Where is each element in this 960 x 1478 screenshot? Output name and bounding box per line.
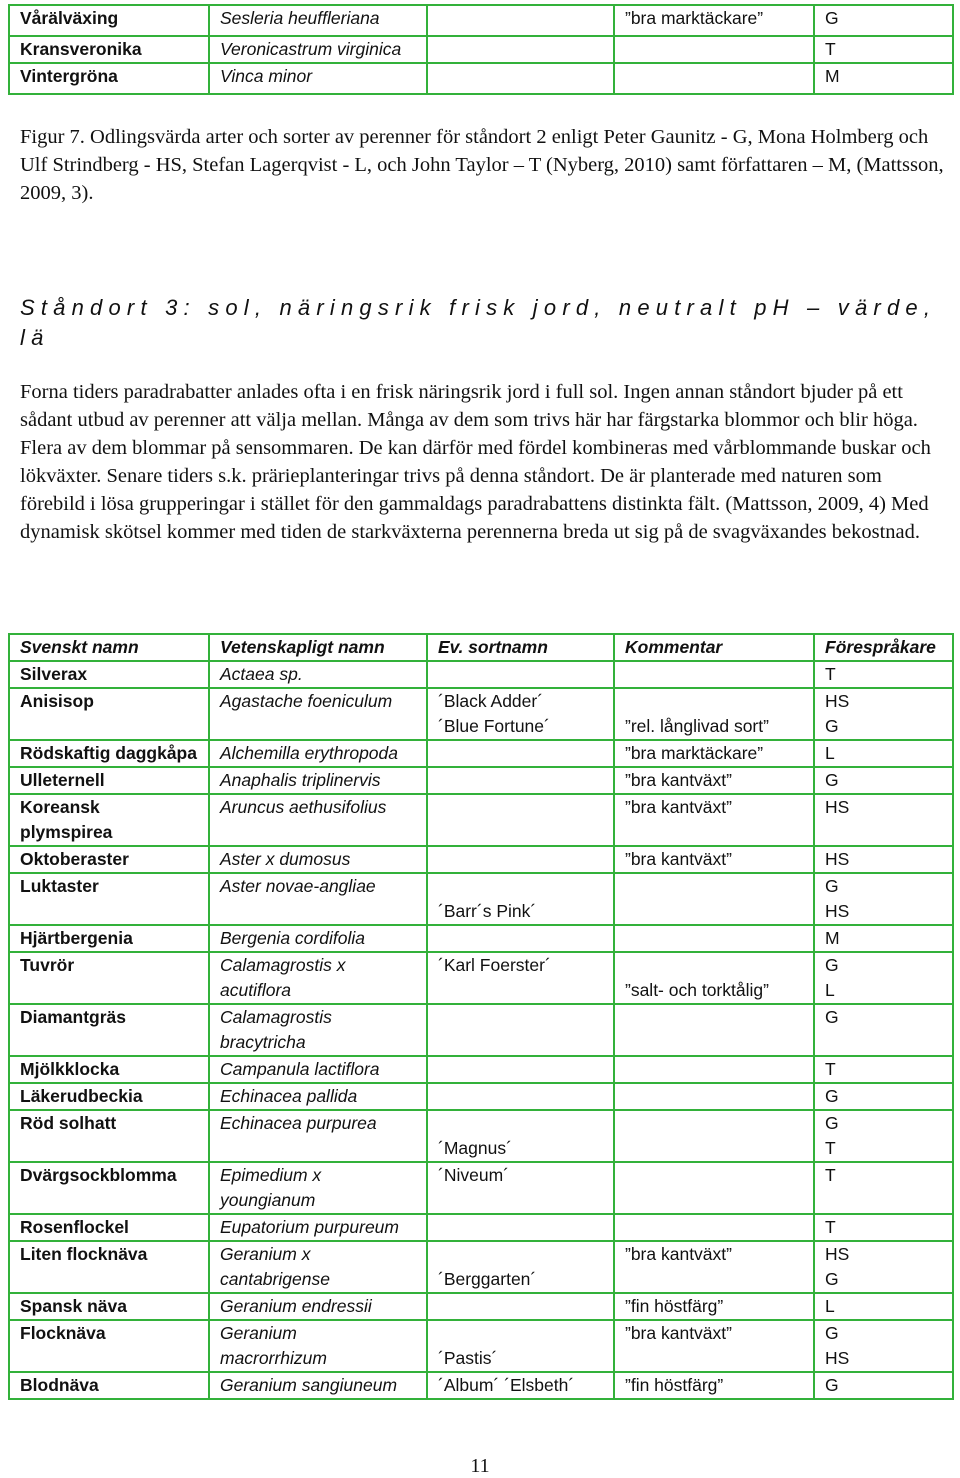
comment-cell [614, 952, 814, 1004]
cultivar-cell-line [438, 1111, 603, 1136]
scientific-name-cell [209, 1372, 427, 1399]
advocate-cell [814, 1110, 953, 1162]
cultivar-cell [427, 1214, 614, 1241]
swedish-name-cell [9, 661, 209, 688]
table-row [9, 794, 953, 846]
scientific-name-cell [209, 661, 427, 688]
comment-cell [614, 740, 814, 767]
scientific-name-cell [209, 767, 427, 794]
comment-cell-line: ”bra kantväxt” [625, 797, 732, 817]
advocate-cell-line: T [825, 39, 836, 59]
comment-cell-line [625, 1111, 803, 1136]
table-row [9, 1320, 953, 1372]
cultivar-cell-line [438, 795, 603, 820]
advocate-cell-line: G [825, 770, 839, 790]
swedish-name-cell-line: Läkerudbeckia [20, 1086, 143, 1106]
swedish-name-cell-line: Ulleternell [20, 770, 105, 790]
swedish-name-cell-line: Anisisop [20, 691, 94, 711]
table-row [9, 1004, 953, 1056]
advocate-cell [814, 1293, 953, 1320]
table-row [9, 740, 953, 767]
scientific-name-cell-line: Anaphalis triplinervis [220, 770, 381, 790]
scientific-name-cell-line: Campanula lactiflora [220, 1059, 380, 1079]
cultivar-cell-line: ´Magnus´ [438, 1138, 512, 1158]
scientific-name-cell [209, 1110, 427, 1162]
advocate-cell [814, 952, 953, 1004]
comment-cell [614, 1241, 814, 1293]
cultivar-cell-line: ´Blue Fortune´ [438, 716, 550, 736]
advocate-cell-line: T [825, 1165, 836, 1185]
swedish-name-cell-line: Dvärgsockblomma [20, 1165, 177, 1185]
comment-cell [614, 1004, 814, 1056]
advocate-cell-line: G [825, 1323, 839, 1343]
scientific-name-cell-line: Vinca minor [220, 66, 313, 86]
swedish-name-cell [9, 767, 209, 794]
cultivar-cell [427, 740, 614, 767]
comment-cell-line: ”bra kantväxt” [625, 770, 732, 790]
scientific-name-cell [209, 1214, 427, 1241]
swedish-name-cell [9, 1110, 209, 1162]
cultivar-cell [427, 1004, 614, 1056]
swedish-name-cell [9, 1320, 209, 1372]
cultivar-cell-line [438, 926, 603, 951]
swedish-name-cell [9, 1214, 209, 1241]
comment-cell-line [625, 926, 803, 951]
cultivar-cell-line [438, 6, 603, 31]
cultivar-cell-line [438, 1321, 603, 1346]
scientific-name-cell [209, 36, 427, 63]
cultivar-cell [427, 1083, 614, 1110]
cultivar-cell-line [438, 662, 603, 687]
comment-cell-line: ”bra kantväxt” [625, 849, 732, 869]
swedish-name-cell-line: Rödskaftig daggkåpa [20, 743, 197, 763]
scientific-name-cell [209, 688, 427, 740]
swedish-name-cell-line: Liten flocknäva [20, 1244, 148, 1264]
swedish-name-cell-line: Diamantgräs [20, 1007, 127, 1027]
swedish-name-cell [9, 1056, 209, 1083]
swedish-name-cell-line: Silverax [20, 664, 88, 684]
table-row [9, 1293, 953, 1320]
cultivar-cell-line [438, 64, 603, 89]
swedish-name-cell [9, 36, 209, 63]
scientific-name-cell [209, 952, 427, 1004]
section-heading: Ståndort 3: sol, näringsrik frisk jord, neutralt pH – värde, lä [20, 295, 937, 350]
table-row [9, 767, 953, 794]
scientific-name-cell-line: Geranium [220, 1323, 297, 1343]
header-cultivar: Ev. sortnamn [427, 634, 614, 661]
comment-cell [614, 5, 814, 36]
scientific-name-cell-line: Echinacea pallida [220, 1086, 358, 1106]
cultivar-cell-line [438, 1215, 603, 1240]
scientific-name-cell [209, 1056, 427, 1083]
scientific-name-cell-line: Geranium endressii [220, 1296, 372, 1316]
cultivar-cell-line: ´Black Adder´ [438, 691, 544, 711]
scientific-name-cell-line: Veronicastrum virginica [220, 39, 402, 59]
comment-cell-line: ”bra marktäckare” [625, 8, 764, 28]
advocate-cell [814, 1320, 953, 1372]
cultivar-cell [427, 1110, 614, 1162]
swedish-name-cell-line: Mjölkklocka [20, 1059, 120, 1079]
swedish-name-cell [9, 952, 209, 1004]
advocate-cell-line: HS [825, 1244, 850, 1264]
advocate-cell-line: HS [825, 691, 850, 711]
scientific-name-cell [209, 63, 427, 94]
advocate-cell-line: HS [825, 1348, 850, 1368]
cultivar-cell [427, 1056, 614, 1083]
swedish-name-cell [9, 873, 209, 925]
advocate-cell-line: G [825, 1269, 839, 1289]
comment-cell-line: ”bra kantväxt” [625, 1244, 732, 1264]
comment-cell-line [625, 689, 803, 714]
advocate-cell [814, 5, 953, 36]
comment-cell-line [625, 953, 803, 978]
advocate-cell-line: HS [825, 901, 850, 921]
cultivar-cell [427, 1320, 614, 1372]
cultivar-cell [427, 767, 614, 794]
swedish-name-cell [9, 63, 209, 94]
cultivar-cell-line [438, 37, 603, 62]
scientific-name-cell [209, 1320, 427, 1372]
comment-cell-line: ”salt- och torktålig” [625, 980, 769, 1000]
page-number: 11 [470, 1455, 490, 1477]
scientific-name-cell-line: Actaea sp. [220, 664, 303, 684]
scientific-name-cell [209, 794, 427, 846]
advocate-cell-line: HS [825, 797, 850, 817]
scientific-name-cell-line: Aster novae-angliae [220, 876, 376, 896]
cultivar-cell [427, 5, 614, 36]
advocate-cell [814, 925, 953, 952]
scientific-name-cell [209, 1293, 427, 1320]
comment-cell-line [625, 1057, 803, 1082]
advocate-cell [814, 767, 953, 794]
comment-cell [614, 1372, 814, 1399]
species-table [8, 633, 954, 1400]
comment-cell-line [625, 64, 803, 89]
swedish-name-cell-line: Spansk näva [20, 1296, 127, 1316]
table-row [9, 1162, 953, 1214]
swedish-name-cell-line: Rosenflockel [20, 1217, 129, 1237]
advocate-cell-line: T [825, 1059, 836, 1079]
comment-cell-line [625, 37, 803, 62]
table-row [9, 661, 953, 688]
cultivar-cell-line [438, 741, 603, 766]
comment-cell [614, 1083, 814, 1110]
scientific-name-cell [209, 5, 427, 36]
advocate-cell-line: G [825, 955, 839, 975]
swedish-name-cell [9, 925, 209, 952]
table-row [9, 925, 953, 952]
scientific-name-cell [209, 740, 427, 767]
comment-cell [614, 1110, 814, 1162]
scientific-name-cell [209, 1083, 427, 1110]
table-row [9, 5, 953, 36]
scientific-name-cell-line: Calamagrostis x [220, 955, 346, 975]
scientific-name-cell-line: Bergenia cordifolia [220, 928, 365, 948]
advocate-cell-line: HS [825, 849, 850, 869]
table-row [9, 1214, 953, 1241]
advocate-cell-line: T [825, 1138, 836, 1158]
table-row [9, 1110, 953, 1162]
advocate-cell [814, 36, 953, 63]
swedish-name-cell-line: Kransveronika [20, 39, 142, 59]
table-row [9, 63, 953, 94]
scientific-name-cell-line: Eupatorium purpureum [220, 1217, 399, 1237]
comment-cell [614, 873, 814, 925]
comment-cell [614, 661, 814, 688]
comment-cell [614, 925, 814, 952]
swedish-name-cell [9, 1293, 209, 1320]
table-row [9, 873, 953, 925]
swedish-name-cell [9, 5, 209, 36]
table-row [9, 1241, 953, 1293]
cultivar-cell [427, 1372, 614, 1399]
cultivar-cell [427, 688, 614, 740]
comment-cell [614, 1214, 814, 1241]
swedish-name-cell [9, 1083, 209, 1110]
advocate-cell [814, 846, 953, 873]
table-header-row [9, 634, 953, 661]
swedish-name-cell-line: Oktoberaster [20, 849, 129, 869]
body-paragraph: Forna tiders paradrabatter anlades ofta i en frisk näringsrik jord i full sol. Ingen annan ståndort bjuder på ett sådant utbud av perenner att välja mellan. Många av dem som trivs här har färgstarka blommor och blir höga. Flera av dem blommar på sensommaren. De kan därför med fördel kombineras med vårblommande buskar och lökväxter. Senare tiders s.k. prärieplanteringar trivs på denna ståndort. De är planterade med naturen som förebild i lösa grupperingar i stället för den gammaldags paradrabattens distinkta fält. (Mattsson, 2009, 4) Med dynamisk skötsel kommer med tiden de starkväxterna perennerna breda ut sig på de svagväxandes bekostnad. [20, 381, 931, 543]
advocate-cell [814, 63, 953, 94]
cultivar-cell-line [438, 1084, 603, 1109]
comment-cell [614, 63, 814, 94]
scientific-name-cell-line: Aster x dumosus [220, 849, 351, 869]
comment-cell-line [625, 1215, 803, 1240]
advocate-cell-line: G [825, 8, 839, 28]
scientific-name-cell-line: acutiflora [220, 980, 292, 1000]
cultivar-cell [427, 63, 614, 94]
advocate-cell [814, 688, 953, 740]
comment-cell-line: ”fin höstfärg” [625, 1375, 724, 1395]
comment-cell-line: ”bra kantväxt” [625, 1323, 732, 1343]
scientific-name-cell-line: Aruncus aethusifolius [220, 797, 387, 817]
scientific-name-cell-line: Calamagrostis [220, 1007, 332, 1027]
advocate-cell [814, 873, 953, 925]
swedish-name-cell-line: Luktaster [20, 876, 99, 896]
figure-caption: Figur 7. Odlingsvärda arter och sorter av perenner för ståndort 2 enligt Peter Gaunitz - G, Mona Holmberg och Ulf Strindberg - HS, Stefan Lagerqvist - L, och John Taylor – T (Nyberg, 2010) samt författaren – M, (Mattsson, 2009, 3). [20, 126, 944, 204]
swedish-name-cell-line: Blodnäva [20, 1375, 99, 1395]
advocate-cell-line: G [825, 716, 839, 736]
comment-cell [614, 846, 814, 873]
advocate-cell [814, 1056, 953, 1083]
scientific-name-cell [209, 846, 427, 873]
table-row [9, 846, 953, 873]
advocate-cell [814, 1214, 953, 1241]
header-scientific-name: Vetenskapligt namn [209, 634, 427, 661]
swedish-name-cell [9, 740, 209, 767]
scientific-name-cell-line: Sesleria heuffleriana [220, 8, 380, 28]
comment-cell [614, 1056, 814, 1083]
scientific-name-cell-line: Geranium x [220, 1244, 311, 1264]
cultivar-cell [427, 1241, 614, 1293]
advocate-cell [814, 740, 953, 767]
scientific-name-cell-line: bracytricha [220, 1032, 306, 1052]
scientific-name-cell [209, 873, 427, 925]
table-row [9, 952, 953, 1004]
advocate-cell-line: G [825, 1375, 839, 1395]
scientific-name-cell [209, 1241, 427, 1293]
comment-cell [614, 794, 814, 846]
comment-cell [614, 1162, 814, 1214]
swedish-name-cell-line: Tuvrör [20, 955, 75, 975]
comment-cell [614, 767, 814, 794]
swedish-name-cell [9, 1241, 209, 1293]
advocate-cell [814, 661, 953, 688]
swedish-name-cell [9, 794, 209, 846]
cultivar-cell-line [438, 1294, 603, 1319]
swedish-name-cell [9, 846, 209, 873]
cultivar-cell-line [438, 1005, 603, 1030]
swedish-name-cell-line: Röd solhatt [20, 1113, 117, 1133]
advocate-cell-line: L [825, 980, 835, 1000]
cultivar-cell-line: ´Barr´s Pink´ [438, 901, 537, 921]
scientific-name-cell-line: Epimedium x [220, 1165, 322, 1185]
cultivar-cell-line [438, 847, 603, 872]
scientific-name-cell [209, 925, 427, 952]
scientific-name-cell-line: Geranium sangiuneum [220, 1375, 398, 1395]
advocate-cell [814, 794, 953, 846]
swedish-name-cell-line: Hjärtbergenia [20, 928, 133, 948]
scientific-name-cell [209, 1162, 427, 1214]
advocate-cell [814, 1162, 953, 1214]
swedish-name-cell-line: Vårälväxing [20, 8, 119, 28]
cultivar-cell-line [438, 768, 603, 793]
comment-cell-line [625, 874, 803, 899]
comment-cell [614, 688, 814, 740]
header-advocate: Förespråkare [814, 634, 953, 661]
cultivar-cell-line [438, 874, 603, 899]
advocate-cell-line: L [825, 743, 835, 763]
cultivar-cell [427, 846, 614, 873]
cultivar-cell [427, 1293, 614, 1320]
comment-cell [614, 36, 814, 63]
cultivar-cell [427, 794, 614, 846]
advocate-cell-line: M [825, 66, 840, 86]
comment-cell-line: ”rel. långlivad sort” [625, 716, 769, 736]
comment-cell-line: ”fin höstfärg” [625, 1296, 724, 1316]
top-table [8, 4, 954, 95]
cultivar-cell [427, 661, 614, 688]
scientific-name-cell-line: cantabrigense [220, 1269, 330, 1289]
cultivar-cell-line [438, 1057, 603, 1082]
comment-cell-line: ”bra marktäckare” [625, 743, 764, 763]
advocate-cell-line: T [825, 1217, 836, 1237]
scientific-name-cell-line: Agastache foeniculum [220, 691, 393, 711]
advocate-cell-line: M [825, 928, 840, 948]
advocate-cell-line: G [825, 1113, 839, 1133]
comment-cell-line [625, 1163, 803, 1188]
scientific-name-cell-line: Alchemilla erythropoda [220, 743, 399, 763]
table-row [9, 688, 953, 740]
cultivar-cell-line: ´Karl Foerster´ [438, 955, 551, 975]
advocate-cell [814, 1083, 953, 1110]
swedish-name-cell-line: Vintergröna [20, 66, 118, 86]
comment-cell-line [625, 1084, 803, 1109]
scientific-name-cell-line: youngianum [220, 1190, 316, 1210]
comment-cell-line [625, 662, 803, 687]
cultivar-cell-line: ´Pastis´ [438, 1348, 498, 1368]
comment-cell [614, 1293, 814, 1320]
comment-cell-line [625, 1005, 803, 1030]
table-row [9, 1372, 953, 1399]
swedish-name-cell [9, 1162, 209, 1214]
cultivar-cell-line: ´Berggarten´ [438, 1269, 537, 1289]
advocate-cell [814, 1241, 953, 1293]
advocate-cell-line: G [825, 1086, 839, 1106]
scientific-name-cell-line: Echinacea purpurea [220, 1113, 377, 1133]
swedish-name-cell-line: Flocknäva [20, 1323, 106, 1343]
cultivar-cell [427, 873, 614, 925]
header-swedish-name: Svenskt namn [9, 634, 209, 661]
advocate-cell [814, 1372, 953, 1399]
comment-cell [614, 1320, 814, 1372]
header-comment: Kommentar [614, 634, 814, 661]
table-row [9, 1056, 953, 1083]
table-row [9, 1083, 953, 1110]
advocate-cell-line: G [825, 876, 839, 896]
swedish-name-cell [9, 688, 209, 740]
scientific-name-cell-line: macrorrhizum [220, 1348, 327, 1368]
cultivar-cell-line [438, 1242, 603, 1267]
cultivar-cell [427, 1162, 614, 1214]
scientific-name-cell [209, 1004, 427, 1056]
advocate-cell-line: T [825, 664, 836, 684]
table-row [9, 36, 953, 63]
cultivar-cell [427, 952, 614, 1004]
swedish-name-cell-line: Koreansk [20, 797, 100, 817]
advocate-cell [814, 1004, 953, 1056]
swedish-name-cell [9, 1372, 209, 1399]
cultivar-cell [427, 36, 614, 63]
cultivar-cell-line: ´Niveum´ [438, 1165, 509, 1185]
cultivar-cell-line: ´Album´ ´Elsbeth´ [438, 1375, 575, 1395]
swedish-name-cell [9, 1004, 209, 1056]
advocate-cell-line: G [825, 1007, 839, 1027]
cultivar-cell [427, 925, 614, 952]
advocate-cell-line: L [825, 1296, 835, 1316]
swedish-name-cell-line: plymspirea [20, 822, 113, 842]
